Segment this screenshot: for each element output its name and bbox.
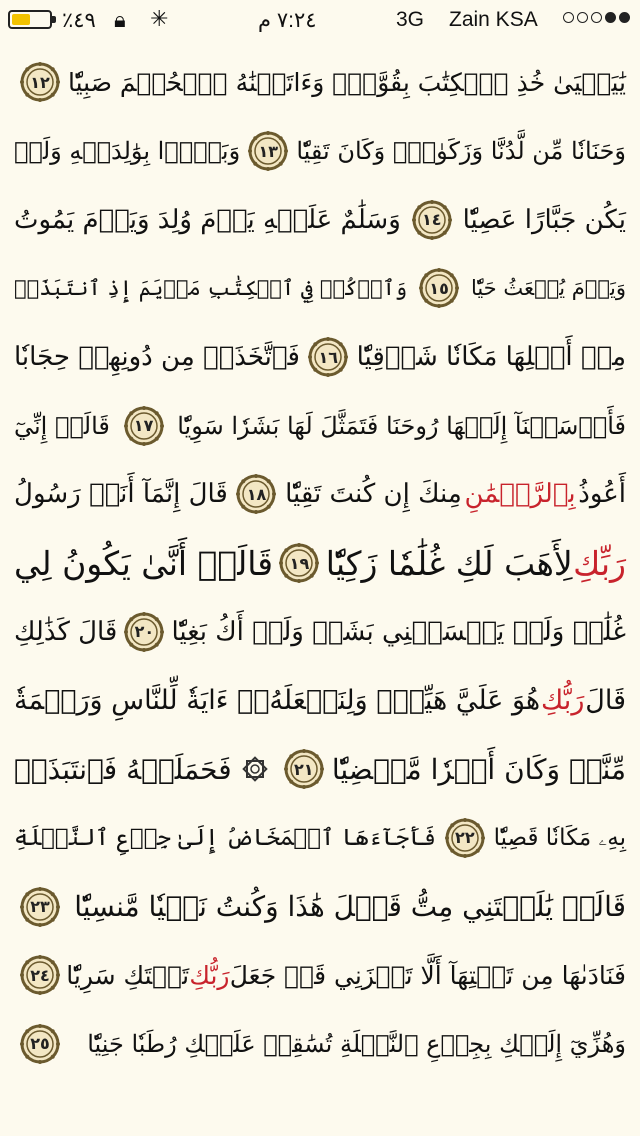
- verse-line[interactable]: [0, 1010, 640, 1079]
- activity-spinner-icon: ✳︎: [150, 6, 169, 31]
- ayah-number: ١٥: [429, 278, 449, 298]
- verse-text: قَالَتۡ يَٰلَيۡتَنِي مِتُّ قَبۡلَ هَٰذَا وَكُنتُ نَسۡيٗا مَّنسِيّٗا: [74, 890, 626, 924]
- ayah-number: ١٨: [246, 484, 267, 504]
- verse-text: وَسَلَٰمٌ عَلَيۡهِ يَوۡمَ وُلِدَ وَيَوۡمَ يَمُوتُ: [14, 204, 401, 235]
- clock: ٧:٢٤ م: [258, 9, 317, 32]
- mushaf-page[interactable]: [0, 48, 640, 1078]
- status-bar: [0, 0, 640, 40]
- verse-line[interactable]: [0, 254, 640, 323]
- verse-line[interactable]: [0, 391, 640, 460]
- battery-icon: [8, 10, 52, 29]
- ayah-number: ١٣: [258, 141, 279, 161]
- signal-dot: [619, 12, 630, 23]
- divine-name-text: بِٱلرَّحۡمَٰنِ: [464, 479, 576, 510]
- ayah-number-marker[interactable]: [445, 818, 485, 858]
- ayah-number-marker[interactable]: [20, 1024, 60, 1064]
- verse-line[interactable]: [0, 529, 640, 598]
- verse-line[interactable]: [0, 323, 640, 392]
- verse-text: فَٱتَّخَذَتۡ مِن دُونِهِمۡ حِجَابٗا: [14, 342, 300, 373]
- verse-text: فَنَادَىٰهَا مِن تَحۡتِهَآ أَلَّا تَحۡزَنِي قَدۡ جَعَلَ: [229, 960, 626, 990]
- verse-text: يَٰيَحۡيَىٰ خُذِ ٱلۡكِتَٰبَ بِقُوَّةٖۖ وَءَاتَيۡنَٰهُ ٱلۡحُكۡمَ صَبِيّٗا: [68, 67, 626, 97]
- verse-line[interactable]: [0, 666, 640, 735]
- verse-text: وَهُزِّيٓ إِلَيۡكِ بِجِذۡعِ ٱلنَّخۡلَةِ تُسَٰقِطۡ عَلَيۡكِ رُطَبٗا جَنِيّٗا: [87, 1029, 626, 1058]
- verse-text: تَحۡتَكِ سَرِيّٗا: [66, 960, 190, 990]
- ayah-number-marker[interactable]: [284, 749, 324, 789]
- verse-text: فَحَمَلَتۡهُ فَٱنتَبَذَتۡ: [14, 752, 232, 786]
- ayah-number-marker[interactable]: [308, 337, 348, 377]
- verse-line[interactable]: [0, 598, 640, 667]
- ayah-number-marker[interactable]: [124, 612, 164, 652]
- divine-name-text: رَبُّكِ: [541, 685, 585, 717]
- signal-strength-icon: [563, 12, 630, 23]
- verse-text: وَحَنَانٗا مِّن لَّدُنَّا وَزَكَوٰةٗۖ وَكَانَ تَقِيّٗا: [296, 137, 626, 166]
- ayah-number-marker[interactable]: [279, 543, 319, 583]
- ayah-number-marker[interactable]: [419, 268, 459, 308]
- verse-text: وَيَوۡمَ يُبۡعَثُ حَيّٗا: [470, 276, 626, 301]
- verse-text: قَالَتۡ أَنَّىٰ يَكُونُ لِي: [14, 543, 274, 583]
- verse-line[interactable]: [0, 48, 640, 117]
- verse-line[interactable]: [0, 872, 640, 941]
- carrier-name: Zain KSA: [449, 8, 538, 31]
- ayah-number: ٢٠: [134, 622, 155, 642]
- ayah-number: ٢٣: [30, 897, 50, 917]
- verse-text: أَعُوذُ: [578, 479, 626, 510]
- ayah-number: ٢٥: [30, 1034, 50, 1054]
- verse-text: لِأَهَبَ لَكِ غُلَٰمٗا زَكِيّٗا: [325, 543, 573, 583]
- verse-text: مِنكَ إِن كُنتَ تَقِيّٗا: [285, 479, 462, 510]
- verse-text: يَكُن جَبَّارًا عَصِيّٗا: [462, 204, 626, 235]
- ayah-number: ٢٤: [30, 965, 50, 985]
- verse-text: فَأَرۡسَلۡنَآ إِلَيۡهَا رُوحَنَا فَتَمَثَّلَ لَهَا بَشَرٗا سَوِيّٗا: [177, 411, 626, 440]
- verse-text: وَبَرَّۢا بِوَٰلِدَيۡهِ وَلَمۡ: [14, 137, 241, 166]
- ayah-number: ١٤: [421, 210, 442, 230]
- verse-text: مِّنَّاۚ وَكَانَ أَمۡرٗا مَّقۡضِيّٗا: [331, 752, 626, 786]
- ayah-number-marker[interactable]: [248, 131, 288, 171]
- verse-line[interactable]: [0, 735, 640, 804]
- verse-text: قَالَتۡ إِنِّيٓ: [14, 411, 110, 440]
- signal-dot: [591, 12, 602, 23]
- battery-percent: ٪٤٩: [62, 9, 96, 32]
- verse-text: قَالَ كَذَٰلِكِ: [14, 616, 118, 647]
- ayah-number-marker[interactable]: [236, 474, 276, 514]
- verse-line[interactable]: [0, 460, 640, 529]
- signal-dot: [605, 12, 616, 23]
- verse-line[interactable]: [0, 117, 640, 186]
- verse-line[interactable]: [0, 804, 640, 873]
- ayah-number: ١٩: [289, 553, 310, 573]
- ayah-number: ١٢: [30, 72, 50, 92]
- ayah-number-marker[interactable]: [20, 62, 60, 102]
- ayah-number-marker[interactable]: [20, 955, 60, 995]
- divine-name-text: رَبُّكِ: [189, 960, 230, 990]
- verse-line[interactable]: [0, 185, 640, 254]
- network-type: 3G: [396, 8, 425, 31]
- ayah-number: ٢٢: [455, 828, 475, 848]
- verse-text: وَٱذۡكُرۡ فِي ٱلۡكِتَٰبِ مَرۡيَمَ إِذِ ٱنتَبَذَتۡ: [14, 276, 408, 301]
- battery-level-fill: [12, 14, 30, 25]
- rotation-lock-icon: 🔒︎: [114, 7, 126, 32]
- verse-text: مِنۡ أَهۡلِهَا مَكَانٗا شَرۡقِيّٗا: [356, 342, 626, 373]
- ayah-number-marker[interactable]: [412, 200, 452, 240]
- verse-text: قَالَ إِنَّمَآ أَنَا۠ رَسُولُ: [14, 479, 228, 510]
- verse-text: غُلَٰمٞ وَلَمۡ يَمۡسَسۡنِي بَشَرٞ وَلَمۡ أَكُ بَغِيّٗا: [171, 616, 626, 647]
- verse-text: هُوَ عَلَيَّ هَيِّنٞۖ وَلِنَجۡعَلَهُۥٓ ءَايَةٗ لِّلنَّاسِ وَرَحۡمَةٗ: [14, 685, 541, 717]
- ayah-number-marker[interactable]: [20, 887, 60, 927]
- rub-el-hizb-icon: [240, 754, 270, 784]
- ayah-number: ٢١: [293, 759, 314, 779]
- divine-name-text: رَبِّكِ: [573, 543, 626, 583]
- signal-dot: [563, 12, 574, 23]
- verse-text: قَالَ: [585, 685, 626, 717]
- verse-text: بِهِۦ مَكَانٗا قَصِيّٗا: [493, 824, 626, 851]
- ayah-number: ١٧: [133, 416, 154, 436]
- ayah-number-marker[interactable]: [124, 406, 164, 446]
- ayah-number: ١٦: [318, 347, 339, 367]
- verse-text: فَأَجَآءَهَا ٱلۡمَخَاضُ إِلَىٰ جِذۡعِ ٱلنَّخۡلَةِ: [14, 824, 437, 851]
- signal-dot: [577, 12, 588, 23]
- verse-line[interactable]: [0, 941, 640, 1010]
